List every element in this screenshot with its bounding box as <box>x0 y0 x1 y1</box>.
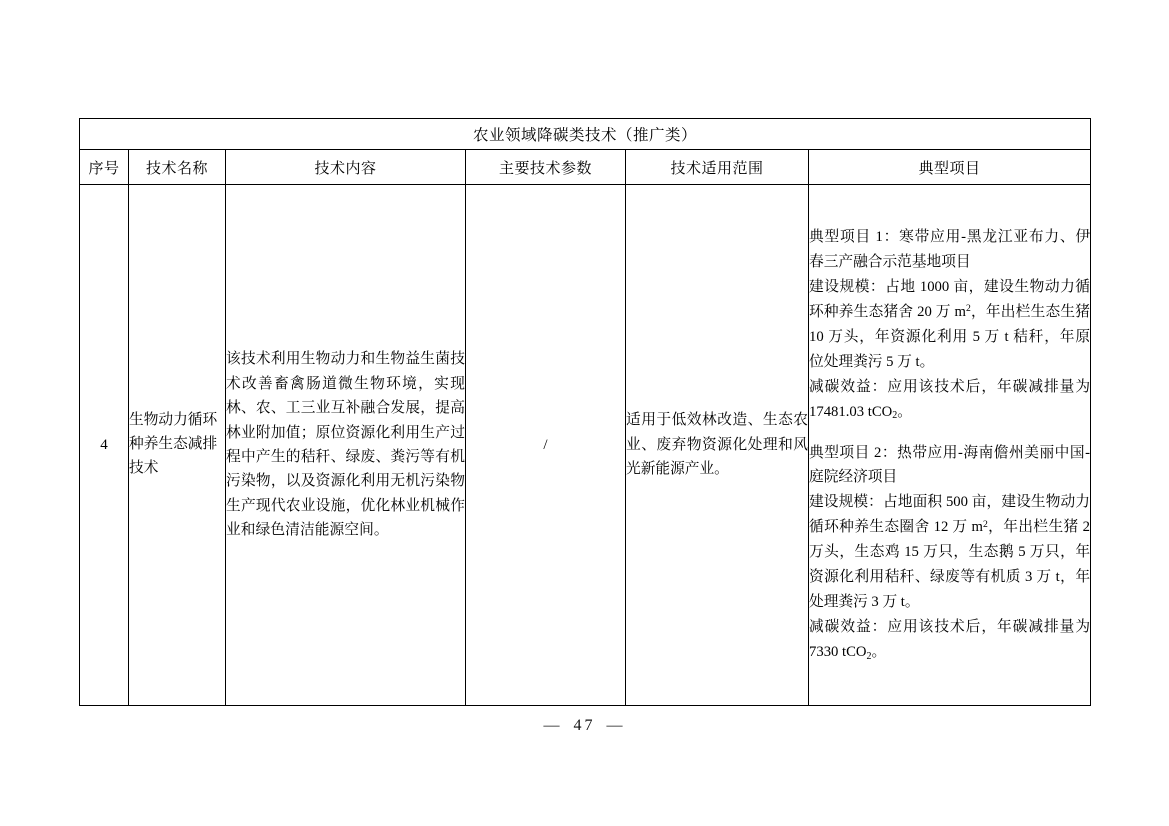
project-1-benefit-value: 17481.03 tCO$_2$。 <box>809 403 912 421</box>
project-1-benefit-line-1: 减碳效益：应用该技术后，年碳减排量为 <box>809 378 1091 395</box>
project-1-scale-line-2: 环种养生态猪舍 20 万 $m^2$，年出栏生态生猪 <box>809 303 1090 320</box>
project-2-scale-line-3: 万头，生态鸡 15 万只，生态鹅 5 万只，年 <box>809 544 1091 561</box>
cell-applicable-scope: 适用于低效林改造、生态农业、废弃物资源化处理和风光新能源产业。 <box>626 185 809 706</box>
typical-project-1 <box>809 225 1090 425</box>
table-header-row <box>80 150 1091 185</box>
project-2-benefit-line-1: 减碳效益：应用该技术后，年碳减排量为 <box>809 619 1091 636</box>
cell-technology-content: 该技术利用生物动力和生物益生菌技术改善畜禽肠道微生物环境，实现林、农、工三业互补融合发展，提高林业附加值；原位资源化利用生产过程中产生的秸秆、绿废、粪污等有机污染物，以及资源化利用无机污染物生产现代农业设施，优化林业机械作业和绿色清洁能源空间。 <box>226 185 466 706</box>
table-title-row <box>80 119 1091 150</box>
cell-typical-projects <box>809 185 1091 706</box>
table-title: 农业领域降碳类技术（推广类） <box>80 119 1091 150</box>
project-2-scale-line-2: 循环种养生态圈舍 12 万 $m^2$，年出栏生猪 2 <box>809 519 1090 536</box>
typical-project-2 <box>809 441 1090 666</box>
footer-dash-right: — <box>606 717 626 734</box>
project-1-scale-line-4: 位处理粪污 5 万 t。 <box>809 353 935 370</box>
project-2-scale-line-1: 建设规模：占地面积 500 亩，建设生物动力 <box>809 494 1090 511</box>
column-header-applicable-scope: 技术适用范围 <box>626 150 809 185</box>
project-1-heading-line-1: 典型项目 1：寒带应用-黑龙江亚布力、伊 <box>809 228 1091 245</box>
project-2-heading-line-1: 典型项目 2：热带应用-海南儋州美丽中国- <box>809 444 1091 461</box>
project-2-scale-line-5: 处理粪污 3 万 t。 <box>809 594 920 611</box>
table-row <box>80 185 1091 706</box>
carbon-reduction-technology-table <box>79 118 1091 706</box>
cell-serial-number: 4 <box>80 185 129 706</box>
project-separator <box>809 425 1090 441</box>
column-header-technology-name: 技术名称 <box>129 150 226 185</box>
project-1-scale-line-1: 建设规模：占地 1000 亩，建设生物动力循 <box>809 278 1090 295</box>
project-2-scale-line-4: 资源化利用秸秆、绿废等有机质 3 万 t，年 <box>809 569 1091 586</box>
cell-key-parameters: / <box>466 185 626 706</box>
cell-technology-name: 生物动力循环种养生态减排技术 <box>129 185 226 706</box>
page-footer <box>0 717 1169 735</box>
column-header-serial: 序号 <box>80 150 129 185</box>
project-1-scale-line-3: 10 万头，年资源化利用 5 万 t 秸秆，年原 <box>809 328 1091 345</box>
footer-dash-left: — <box>543 717 563 734</box>
column-header-typical-projects: 典型项目 <box>809 150 1091 185</box>
column-header-key-parameters: 主要技术参数 <box>466 150 626 185</box>
project-2-benefit-value: 7330 tCO$_2$。 <box>809 644 887 662</box>
project-2-heading-line-2: 庭院经济项目 <box>809 469 898 486</box>
column-header-technology-content: 技术内容 <box>226 150 466 185</box>
page-number: 47 <box>573 717 596 734</box>
project-1-heading-line-2: 春三产融合示范基地项目 <box>809 253 971 270</box>
